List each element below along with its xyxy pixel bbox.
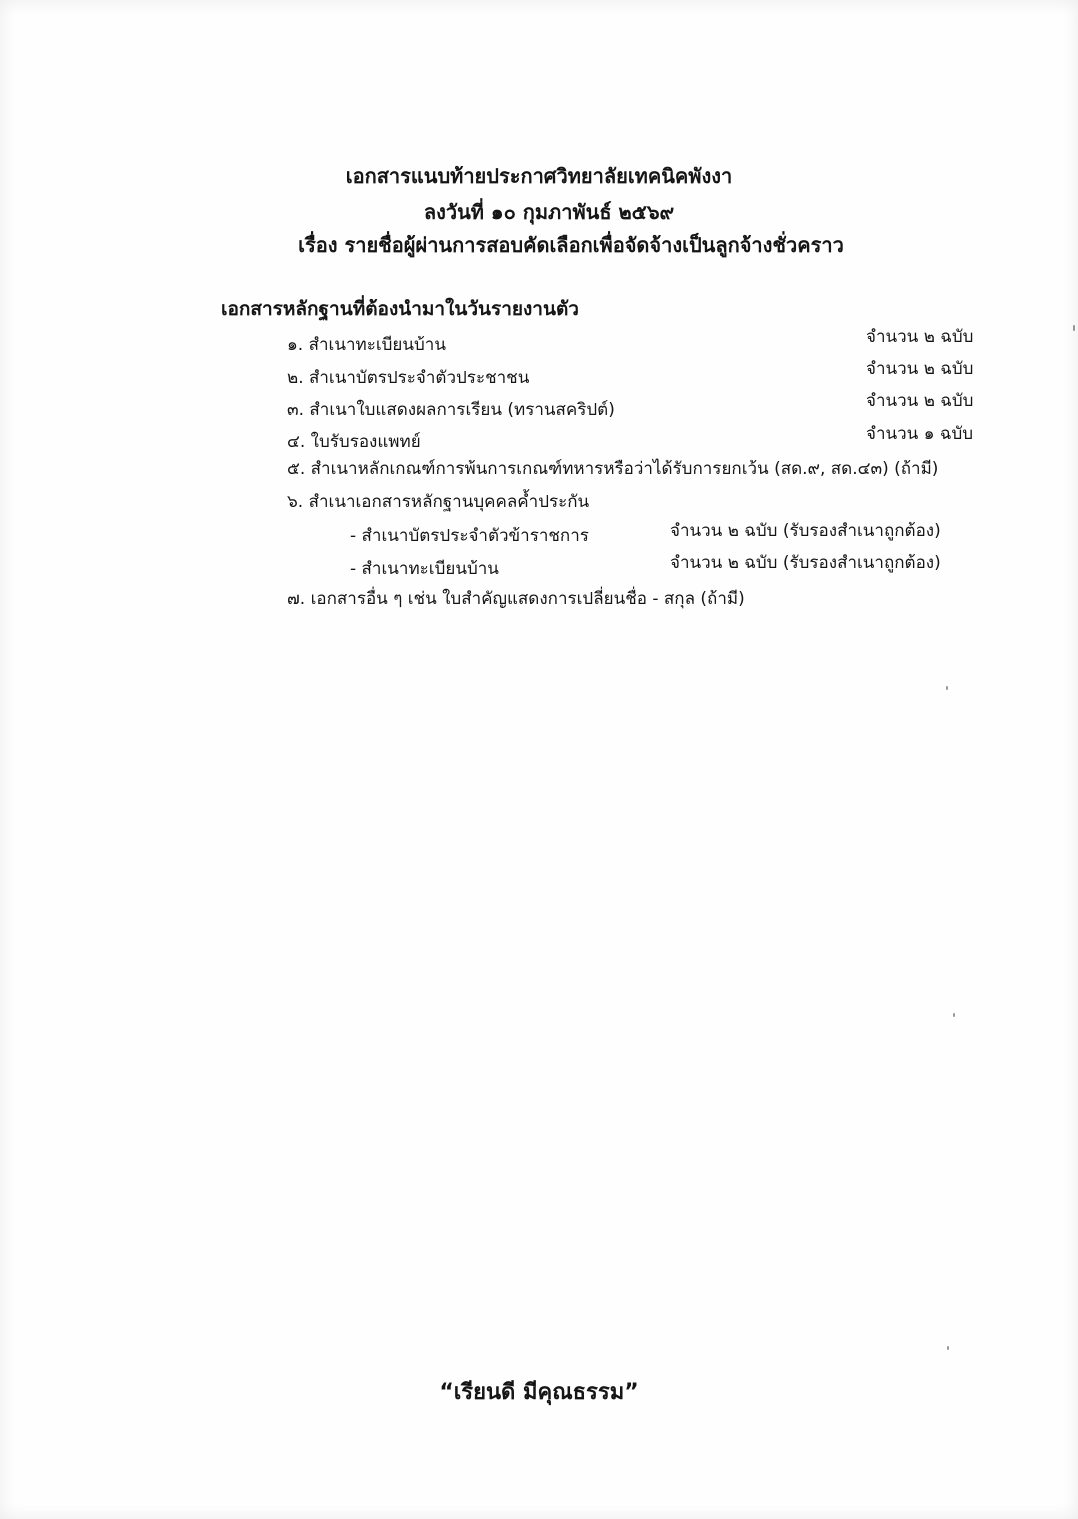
guarantor-doc-1-qty: จำนวน ๒ ฉบับ (รับรองสำเนาถูกต้อง) [670,521,941,541]
list-item-3: ๓. สำเนาใบแสดงผลการเรียน (ทรานสคริปต์) [287,400,615,420]
scan-speck [947,1346,949,1350]
list-item-4: ๔. ใบรับรองแพทย์ [287,432,421,452]
footer-motto: “เรียนดี มีคุณธรรม” [439,1380,639,1405]
list-item-1: ๑. สำเนาทะเบียนบ้าน [287,335,446,355]
header-subject: เรื่อง รายชื่อผู้ผ่านการสอบคัดเลือกเพื่อจัดจ้างเป็นลูกจ้างชั่วคราว [298,233,844,257]
section-title: เอกสารหลักฐานที่ต้องนำมาในวันรายงานตัว [221,298,579,320]
list-item-1-qty: จำนวน ๒ ฉบับ [866,327,974,347]
list-item-6: ๖. สำเนาเอกสารหลักฐานบุคคลค้ำประกัน [287,492,590,512]
list-item-2: ๒. สำเนาบัตรประจำตัวประชาชน [287,368,530,388]
list-item-2-qty: จำนวน ๒ ฉบับ [866,359,974,379]
guarantor-doc-2-qty: จำนวน ๒ ฉบับ (รับรองสำเนาถูกต้อง) [670,553,941,573]
guarantor-doc-1: - สำเนาบัตรประจำตัวข้าราชการ [350,526,589,546]
header-date: ลงวันที่ ๑๐ กุมภาพันธ์ ๒๕๖๙ [423,200,675,224]
header-title: เอกสารแนบท้ายประกาศวิทยาลัยเทคนิคพังงา [345,164,733,188]
guarantor-doc-2: - สำเนาทะเบียนบ้าน [350,559,499,579]
list-item-7: ๗. เอกสารอื่น ๆ เช่น ใบสำคัญแสดงการเปลี่ยนชื่อ - สกุล (ถ้ามี) [287,589,745,609]
scan-speck [1073,325,1075,331]
scan-speck [946,686,948,690]
list-item-4-qty: จำนวน ๑ ฉบับ [866,424,974,444]
list-item-3-qty: จำนวน ๒ ฉบับ [866,391,974,411]
scan-speck [953,1013,955,1017]
list-item-5: ๕. สำเนาหลักเกณฑ์การพ้นการเกณฑ์ทหารหรือว่าได้รับการยกเว้น (สด.๙, สด.๔๓) (ถ้ามี) [287,459,939,479]
